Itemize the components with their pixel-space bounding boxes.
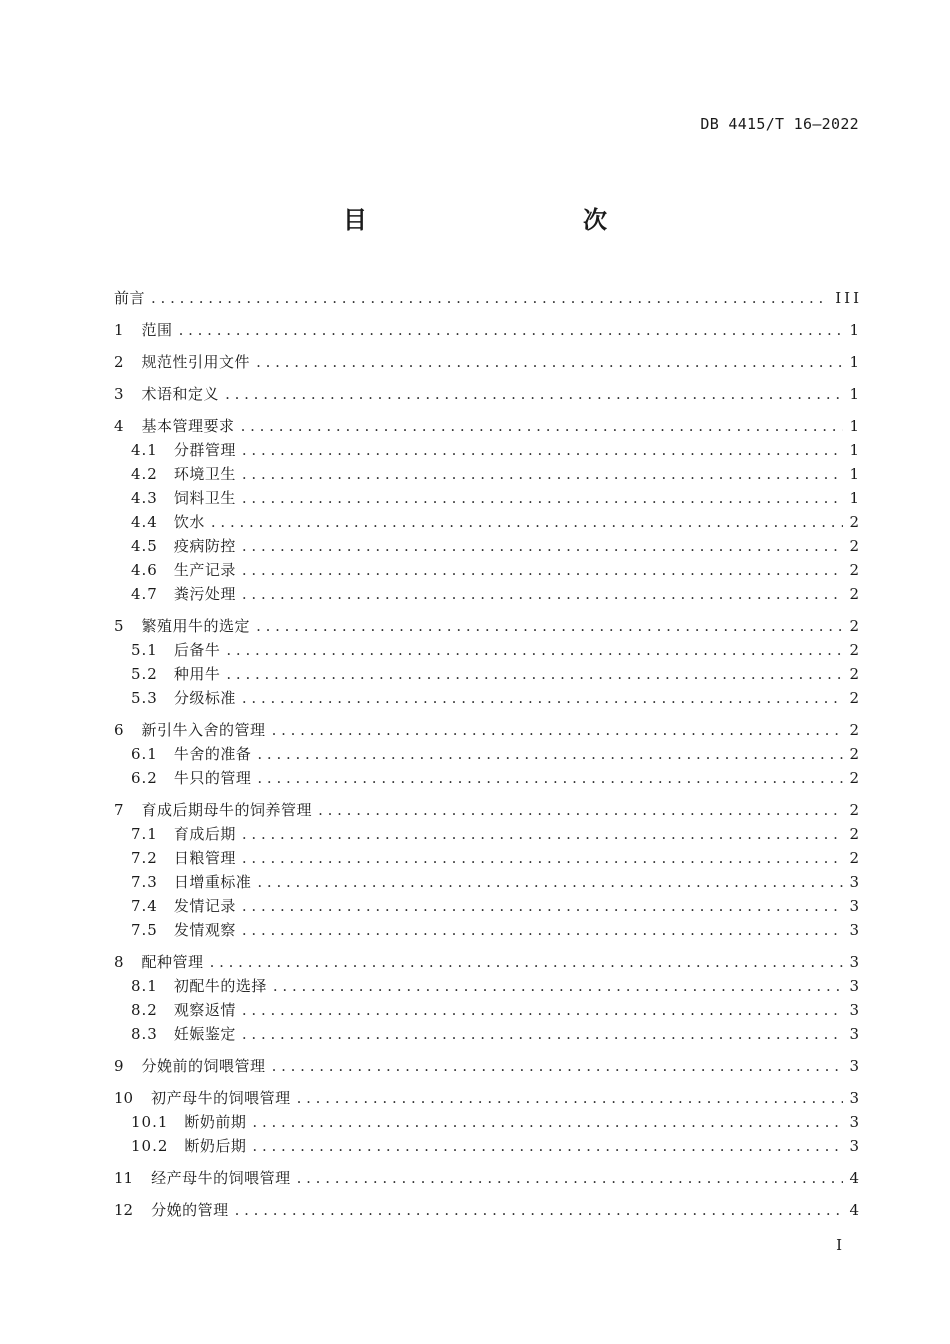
toc-entry-number: 4.3 [131, 489, 158, 507]
toc-entry-number: 4.6 [131, 561, 158, 579]
toc-subentry[interactable] [114, 582, 862, 606]
toc-entry-number: 8.1 [131, 977, 158, 995]
toc-page-number: 2 [849, 745, 862, 763]
toc-dot-leader [151, 286, 829, 310]
toc-subentry[interactable] [114, 462, 862, 486]
toc-page-number: 2 [849, 513, 862, 531]
toc-entry-number: 4 [114, 417, 124, 435]
toc-entry-number: 4.4 [131, 513, 158, 531]
toc-dot-leader [242, 462, 844, 486]
toc-entry[interactable] [114, 1054, 862, 1078]
toc-dot-leader [272, 1054, 844, 1078]
toc-dot-leader [210, 950, 844, 974]
toc-page-number: 2 [849, 561, 862, 579]
toc-dot-leader [256, 350, 843, 374]
toc-entry-title: 术语和定义 [141, 385, 220, 403]
toc-dot-leader [257, 870, 843, 894]
toc-entry-title: 育成后期母牛的饲养管理 [141, 801, 313, 819]
toc-page-number: 2 [849, 801, 862, 819]
toc-entry-title: 疫病防控 [173, 537, 236, 555]
toc-entry-number: 9 [114, 1057, 124, 1075]
toc-dot-leader [252, 1110, 843, 1134]
toc-dot-leader [242, 534, 844, 558]
toc-entry-title: 断奶后期 [184, 1137, 247, 1155]
toc-entry-number: 12 [114, 1201, 134, 1219]
toc-entry-title: 分级标准 [173, 689, 236, 707]
toc-entry-title: 初配牛的选择 [173, 977, 267, 995]
toc-dot-leader [272, 718, 844, 742]
toc-page-number: 2 [849, 825, 862, 843]
toc-subentry[interactable] [114, 846, 862, 870]
toc-page-number: 1 [849, 489, 862, 507]
toc-page-number: 2 [849, 537, 862, 555]
toc-entry-title: 断奶前期 [184, 1113, 247, 1131]
toc-entry[interactable] [114, 614, 862, 638]
toc-subentry[interactable] [114, 1134, 862, 1158]
toc-page-number: 2 [849, 665, 862, 683]
toc-subentry[interactable] [114, 822, 862, 846]
toc-entry-number: 7.2 [131, 849, 158, 867]
toc-entry-title: 观察返情 [173, 1001, 236, 1019]
toc-page-number: 1 [849, 385, 862, 403]
toc-entry[interactable] [114, 350, 862, 374]
toc-page-number: 1 [849, 321, 862, 339]
toc-entry-title: 妊娠鉴定 [173, 1025, 236, 1043]
document-code: DB 4415/T 16—2022 [700, 115, 859, 133]
toc-entry-number: 11 [114, 1169, 134, 1187]
toc-page-number: 2 [849, 617, 862, 635]
toc-entry-title: 前言 [114, 289, 146, 307]
toc-entry-title: 日增重标准 [173, 873, 252, 891]
toc-entry-title: 育成后期 [173, 825, 236, 843]
toc-dot-leader [257, 766, 843, 790]
toc-dot-leader [226, 662, 843, 686]
toc-entry-title: 分娩的管理 [151, 1201, 229, 1219]
toc-page-number: 3 [849, 873, 862, 891]
toc-dot-leader [297, 1166, 844, 1190]
toc-page-number: 3 [849, 1137, 862, 1155]
toc-entry-title: 粪污处理 [173, 585, 236, 603]
toc-entry-number: 5.3 [131, 689, 158, 707]
toc-dot-leader [242, 998, 844, 1022]
toc-dot-leader [256, 614, 843, 638]
toc-dot-leader [257, 742, 843, 766]
toc-dot-leader [241, 414, 844, 438]
toc-entry-title: 基本管理要求 [141, 417, 235, 435]
toc-subentry[interactable] [114, 686, 862, 710]
toc-entry-title: 环境卫生 [173, 465, 236, 483]
toc-entry-title: 发情观察 [173, 921, 236, 939]
toc-entry-title: 生产记录 [173, 561, 236, 579]
toc-entry-number: 6 [114, 721, 124, 739]
toc-entry-number: 5.2 [131, 665, 158, 683]
toc-entry-title: 经产母牛的饲喂管理 [151, 1169, 291, 1187]
toc-entry[interactable] [114, 286, 862, 310]
toc-dot-leader [242, 822, 844, 846]
toc-entry-title: 发情记录 [173, 897, 236, 915]
toc-entry-number: 5.1 [131, 641, 158, 659]
toc-page-number: 3 [849, 953, 862, 971]
toc-entry-number: 10.1 [131, 1113, 169, 1131]
toc-entry-number: 7.1 [131, 825, 158, 843]
toc-entry[interactable] [114, 414, 862, 438]
toc-entry-number: 8.2 [131, 1001, 158, 1019]
toc-page-number: 3 [849, 1057, 862, 1075]
toc-page-number: 3 [849, 897, 862, 915]
toc-page-number: 2 [849, 849, 862, 867]
toc-entry-title: 分娩前的饲喂管理 [141, 1057, 266, 1075]
toc-subentry[interactable] [114, 1022, 862, 1046]
toc-entry-number: 4.1 [131, 441, 158, 459]
toc-entry-title: 范围 [141, 321, 173, 339]
toc-dot-leader [242, 558, 844, 582]
toc-dot-leader [273, 974, 844, 998]
toc-entry[interactable] [114, 1198, 862, 1222]
toc-page-number: 2 [849, 721, 862, 739]
toc-entry[interactable] [114, 950, 862, 974]
toc-entry-number: 7 [114, 801, 124, 819]
toc-entry-title: 饮水 [173, 513, 205, 531]
toc-entry-title: 牛舍的准备 [173, 745, 252, 763]
toc-entry-number: 4.5 [131, 537, 158, 555]
toc-entry-number: 7.4 [131, 897, 158, 915]
toc-entry[interactable] [114, 1086, 862, 1110]
toc-entry-title: 种用牛 [173, 665, 221, 683]
toc-entry-number: 2 [114, 353, 124, 371]
toc-subentry[interactable] [114, 558, 862, 582]
page-title: 目 次 [343, 206, 663, 234]
toc-page-number: 1 [849, 465, 862, 483]
toc-dot-leader [211, 510, 844, 534]
toc-subentry[interactable] [114, 998, 862, 1022]
toc-entry-number: 1 [114, 321, 124, 339]
toc-subentry[interactable] [114, 766, 862, 790]
toc-subentry[interactable] [114, 894, 862, 918]
toc-page-number: 1 [849, 353, 862, 371]
toc-subentry[interactable] [114, 438, 862, 462]
toc-entry-number: 7.5 [131, 921, 158, 939]
toc-entry-title: 分群管理 [173, 441, 236, 459]
toc-page-number: 2 [849, 689, 862, 707]
toc-entry-title: 配种管理 [141, 953, 204, 971]
toc-page-number: 2 [849, 585, 862, 603]
toc-subentry[interactable] [114, 486, 862, 510]
toc-page-number: III [835, 289, 862, 307]
toc-page-number: 3 [849, 921, 862, 939]
toc-dot-leader [226, 638, 843, 662]
toc-entry-number: 6.2 [131, 769, 158, 787]
toc-subentry[interactable] [114, 742, 862, 766]
toc-page-number: 1 [849, 417, 862, 435]
toc-entry-number: 10 [114, 1089, 134, 1107]
toc-dot-leader [242, 582, 844, 606]
toc-entry-number: 6.1 [131, 745, 158, 763]
toc-dot-leader [242, 846, 844, 870]
toc-entry-number: 5 [114, 617, 124, 635]
toc-entry-number: 4.7 [131, 585, 158, 603]
toc-entry[interactable] [114, 1166, 862, 1190]
toc-page-number: 2 [849, 769, 862, 787]
toc-dot-leader [242, 438, 844, 462]
toc-entry-title: 繁殖用牛的选定 [141, 617, 251, 635]
toc-entry-title: 规范性引用文件 [141, 353, 251, 371]
toc-entry-number: 8.3 [131, 1025, 158, 1043]
toc-entry[interactable] [114, 718, 862, 742]
toc-entry[interactable] [114, 798, 862, 822]
toc-dot-leader [225, 382, 843, 406]
toc-entry-number: 8 [114, 953, 124, 971]
toc-page-number: 3 [849, 1113, 862, 1131]
toc-entry-title: 牛只的管理 [173, 769, 252, 787]
toc-page-number: 4 [849, 1201, 862, 1219]
footer-page-number: I [836, 1236, 842, 1254]
toc-subentry[interactable] [114, 1110, 862, 1134]
toc-dot-leader [242, 486, 844, 510]
toc-subentry[interactable] [114, 974, 862, 998]
toc-entry-title: 饲料卫生 [173, 489, 236, 507]
table-of-contents [114, 286, 862, 1222]
toc-entry-title: 后备牛 [173, 641, 221, 659]
toc-entry-number: 10.2 [131, 1137, 169, 1155]
toc-dot-leader [235, 1198, 844, 1222]
toc-page-number: 3 [849, 1025, 862, 1043]
toc-page-number: 2 [849, 641, 862, 659]
toc-subentry[interactable] [114, 510, 862, 534]
toc-dot-leader [297, 1086, 844, 1110]
toc-dot-leader [242, 894, 844, 918]
toc-page-number: 3 [849, 1001, 862, 1019]
toc-entry-number: 4.2 [131, 465, 158, 483]
toc-dot-leader [318, 798, 843, 822]
toc-dot-leader [242, 1022, 844, 1046]
toc-page-number: 3 [849, 977, 862, 995]
toc-dot-leader [242, 918, 844, 942]
toc-entry[interactable] [114, 382, 862, 406]
toc-entry-title: 新引牛入舍的管理 [141, 721, 266, 739]
toc-entry-title: 初产母牛的饲喂管理 [151, 1089, 291, 1107]
toc-page-number: 4 [849, 1169, 862, 1187]
toc-dot-leader [252, 1134, 843, 1158]
toc-page-number: 3 [849, 1089, 862, 1107]
toc-page-number: 1 [849, 441, 862, 459]
toc-dot-leader [242, 686, 844, 710]
toc-subentry[interactable] [114, 662, 862, 686]
toc-subentry[interactable] [114, 534, 862, 558]
toc-dot-leader [179, 318, 844, 342]
toc-subentry[interactable] [114, 638, 862, 662]
toc-entry-number: 3 [114, 385, 124, 403]
toc-entry-number: 7.3 [131, 873, 158, 891]
toc-subentry[interactable] [114, 918, 862, 942]
toc-subentry[interactable] [114, 870, 862, 894]
toc-entry-title: 日粮管理 [173, 849, 236, 867]
toc-entry[interactable] [114, 318, 862, 342]
